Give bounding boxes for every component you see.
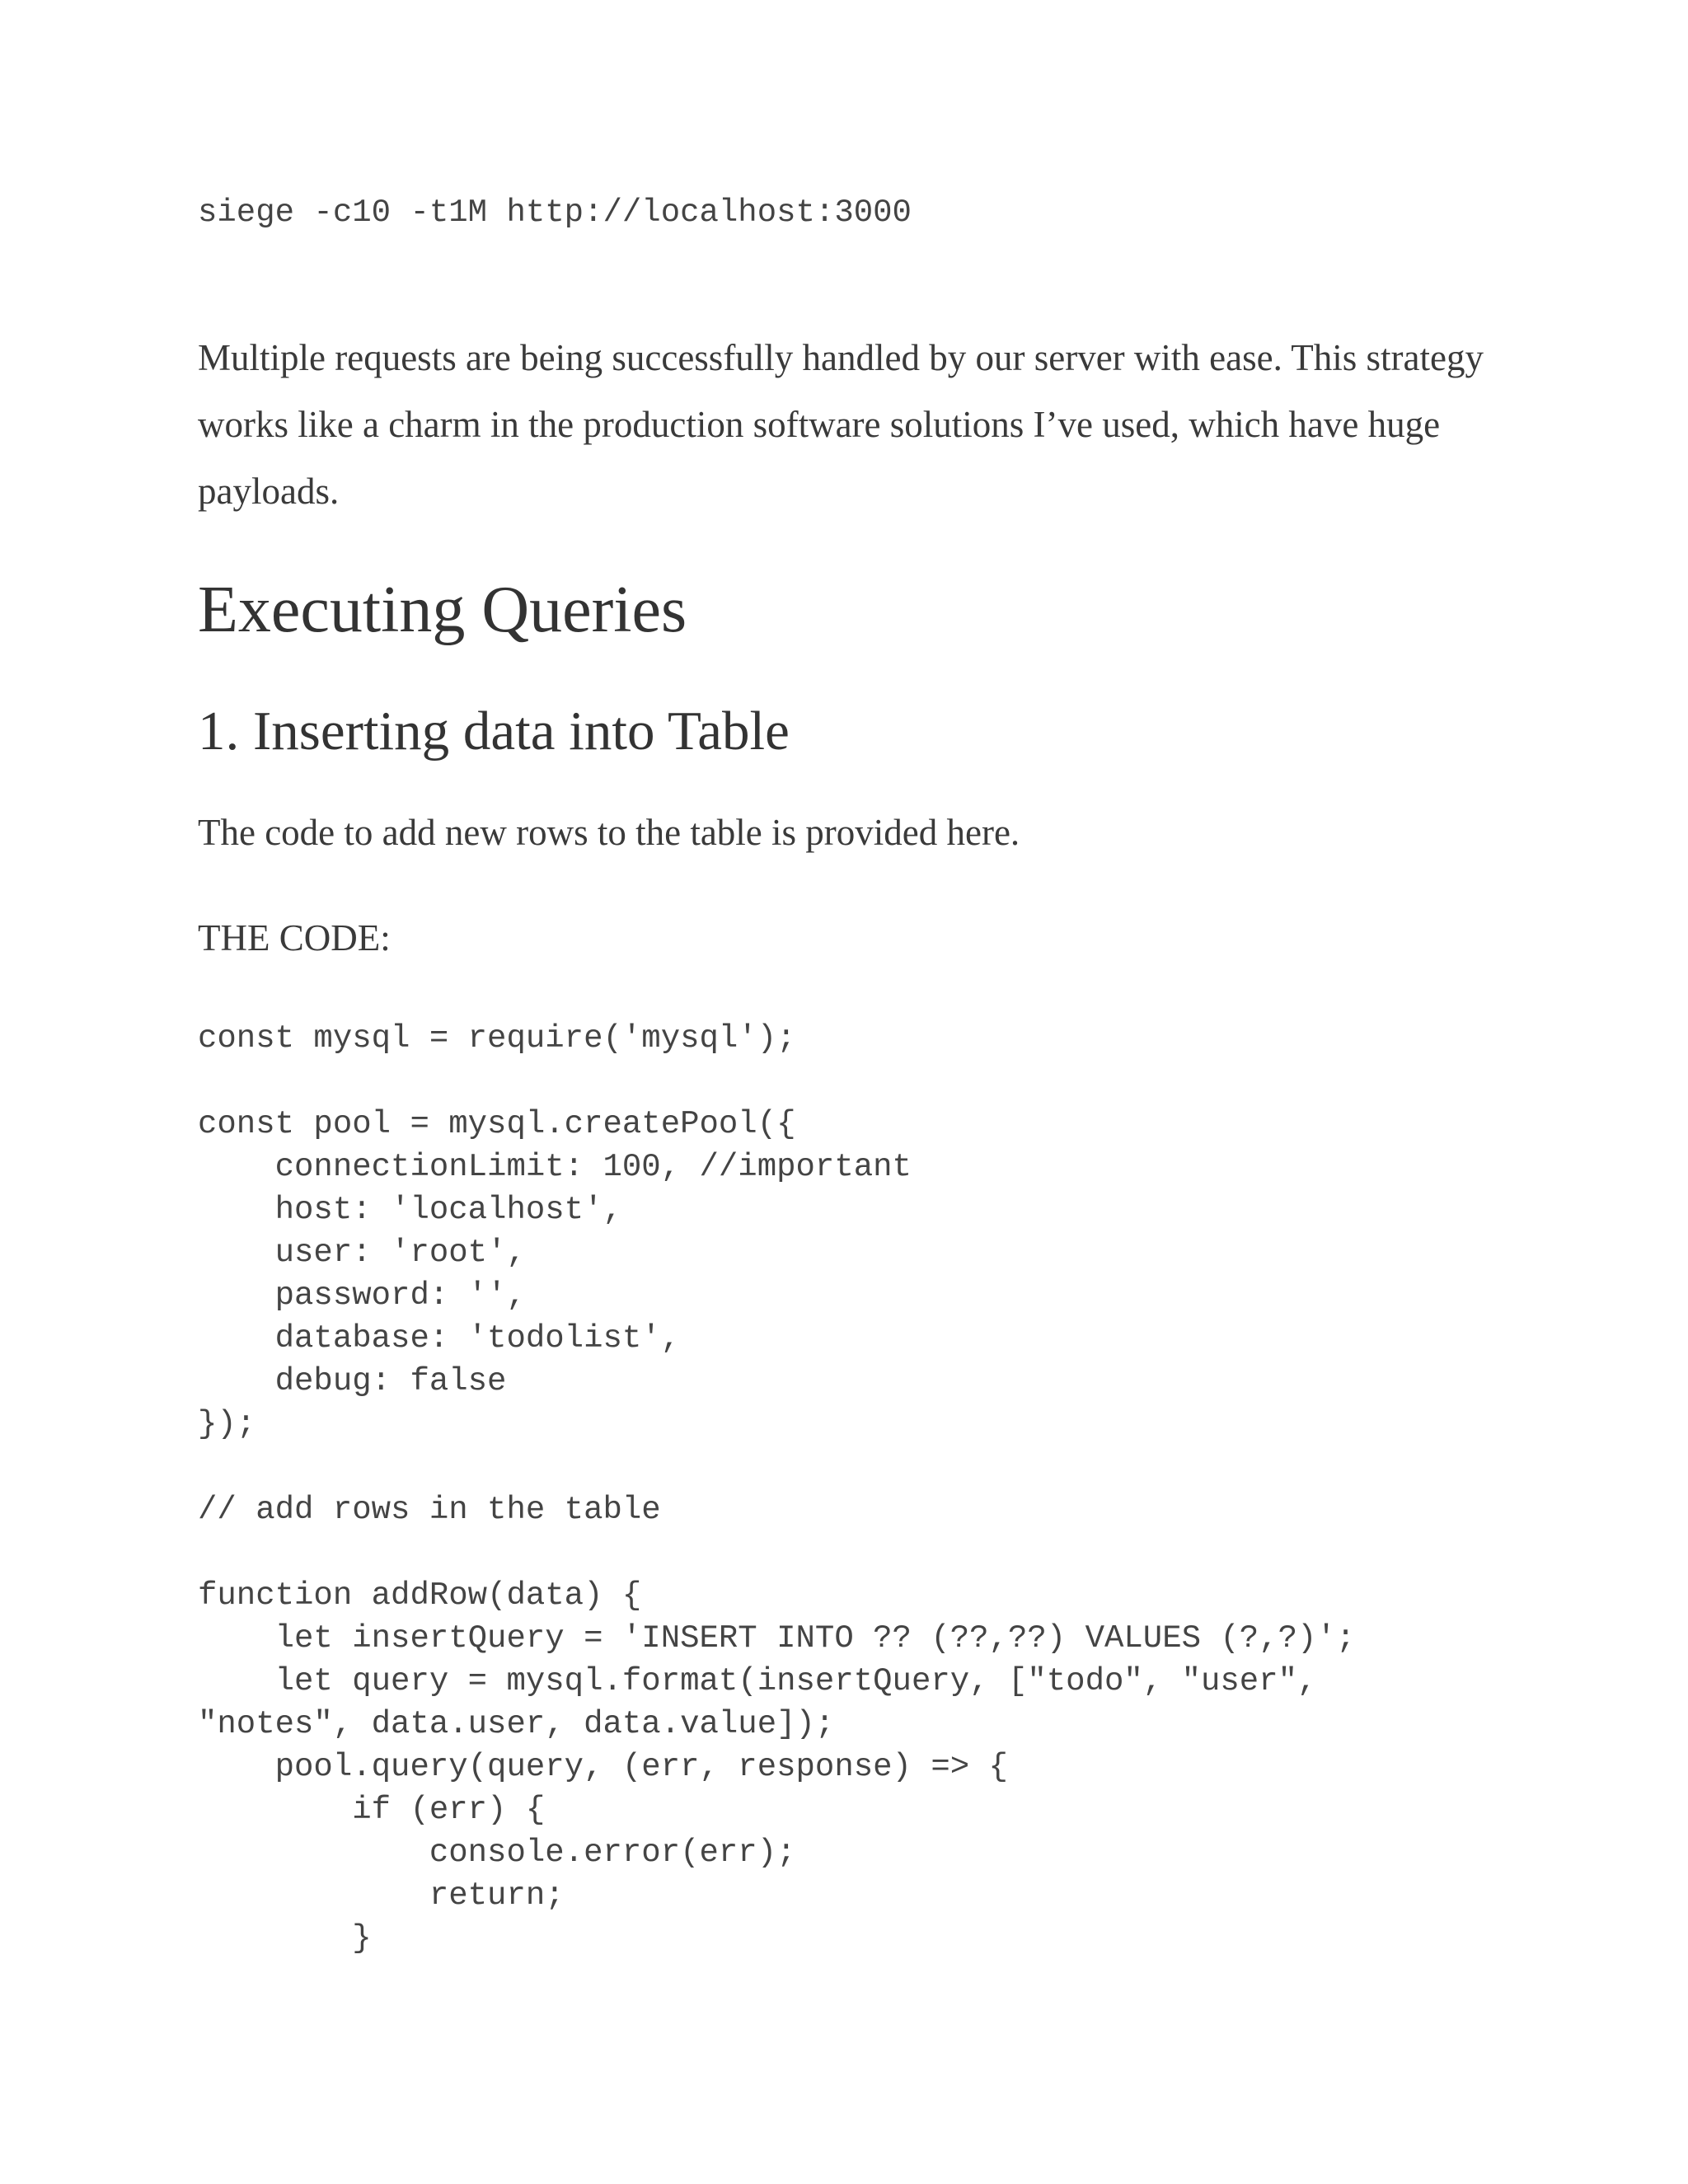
- code-line: // add rows in the table: [198, 1492, 661, 1528]
- code-line: const mysql = require('mysql');: [198, 1020, 796, 1057]
- heading-inserting-data: 1. Inserting data into Table: [198, 701, 790, 762]
- code-line: user: 'root',: [198, 1235, 526, 1271]
- code-line: database: 'todolist',: [198, 1320, 681, 1357]
- code-line: let query = mysql.format(insertQuery, ["todo", "user",: [198, 1663, 1317, 1699]
- code-line: "notes", data.user, data.value]);: [198, 1706, 835, 1742]
- siege-command: siege -c10 -t1M http://localhost:3000: [198, 194, 912, 231]
- code-line: const pool = mysql.createPool({: [198, 1106, 796, 1142]
- intro-paragraph: Multiple requests are being successfully handled by our server with ease. This strategy works like a charm in the production software solutions I’ve used, which have huge payloads.: [198, 337, 1484, 512]
- code-line: });: [198, 1406, 256, 1442]
- section-paragraph: The code to add new rows to the table is provided here.: [198, 812, 1020, 853]
- code-line: host: 'localhost',: [198, 1192, 622, 1228]
- code-line: console.error(err);: [198, 1835, 796, 1871]
- code-line: }: [198, 1920, 372, 1957]
- code-line: debug: false: [198, 1363, 507, 1399]
- code-line: let insertQuery = 'INSERT INTO ?? (??,??) VALUES (?,?)';: [198, 1620, 1356, 1657]
- code-line: return;: [198, 1877, 565, 1914]
- code-line: if (err) {: [198, 1792, 546, 1828]
- code-line: function addRow(data) {: [198, 1577, 642, 1614]
- code-label: THE CODE:: [198, 917, 391, 958]
- heading-executing-queries: Executing Queries: [198, 574, 687, 646]
- code-line: pool.query(query, (err, response) => {: [198, 1749, 1008, 1785]
- code-line: password: '',: [198, 1277, 526, 1314]
- code-line: connectionLimit: 100, //important: [198, 1149, 912, 1185]
